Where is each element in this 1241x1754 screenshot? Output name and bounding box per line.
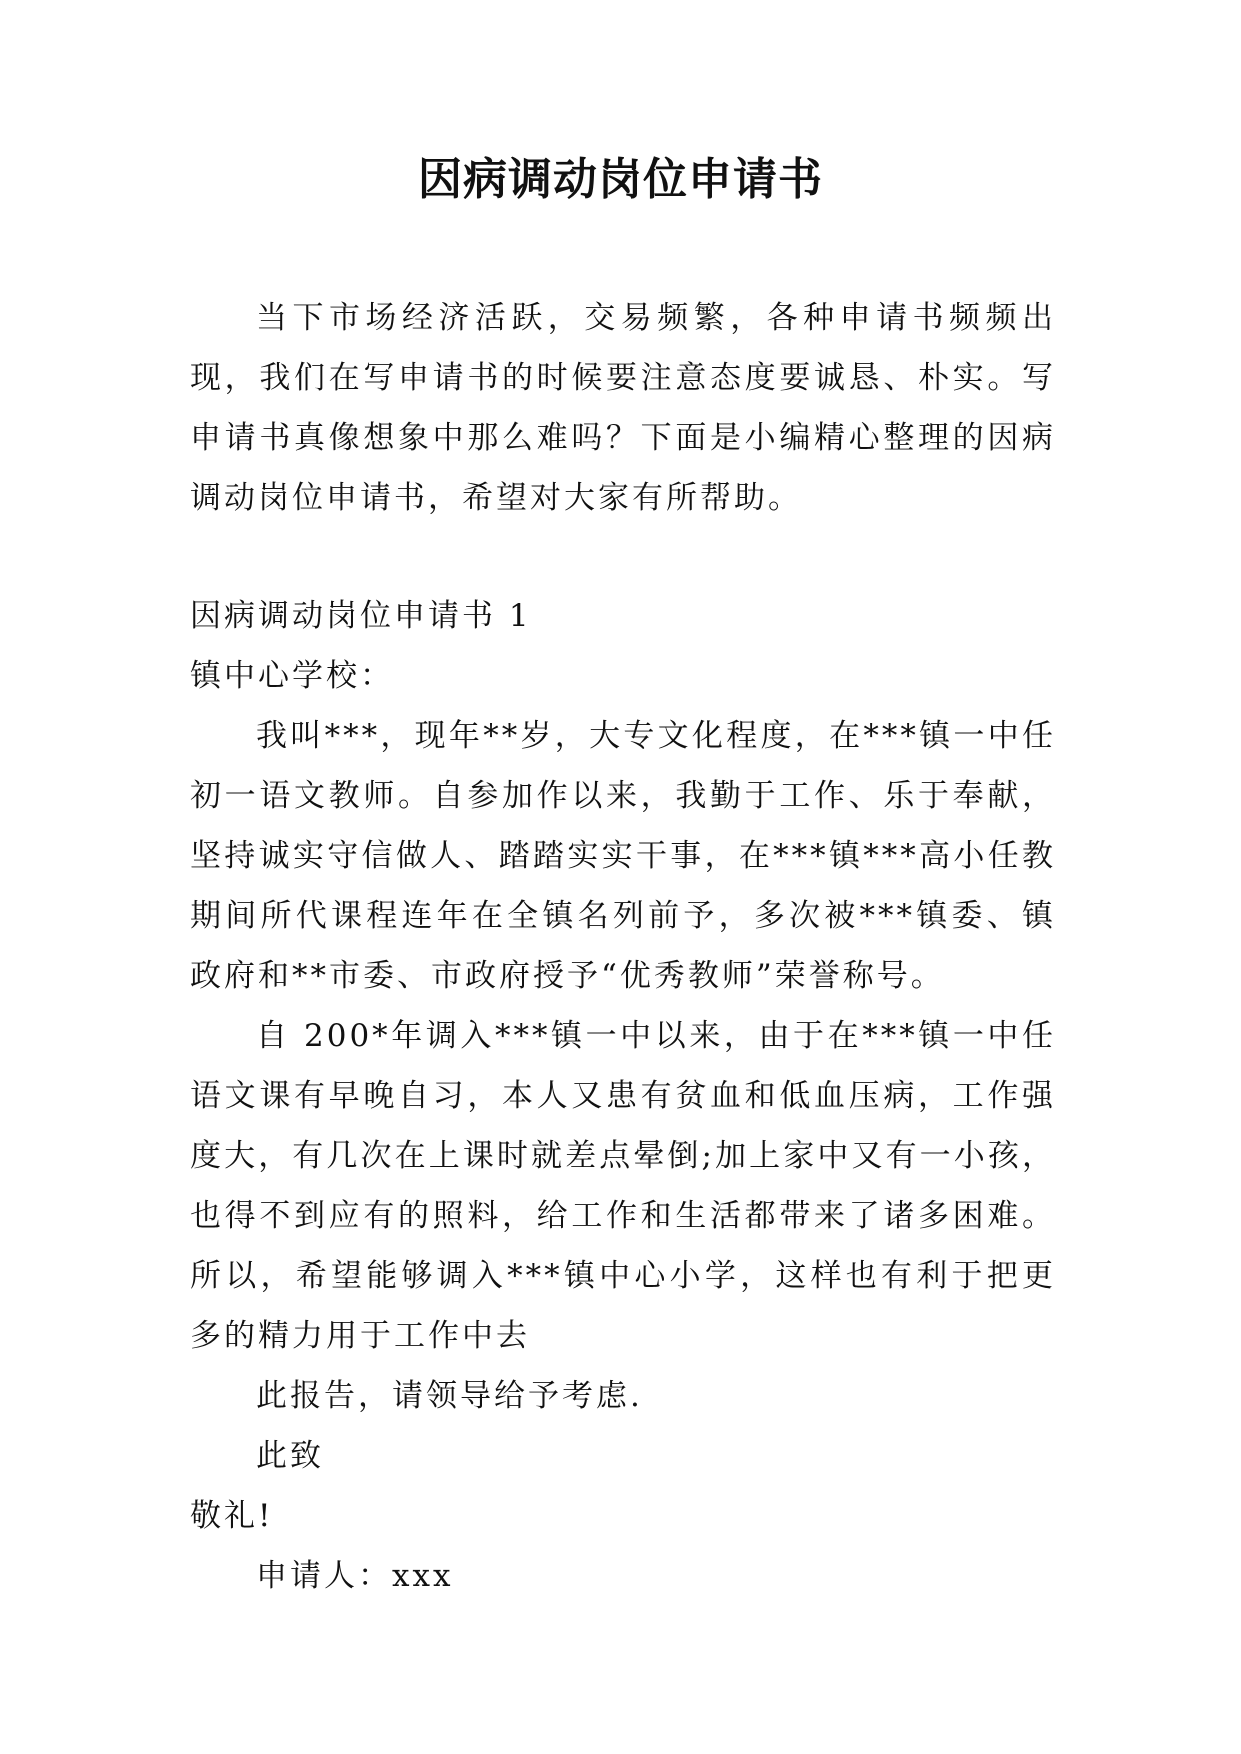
salutation: 镇中心学校： bbox=[190, 658, 394, 694]
letter-paragraph-1: 我叫***，现年**岁，大专文化程度，在***镇一中任初一语文教师。自参加作以来，我勤于工作、乐于奉献，坚持诚实守信做人、踏踏实实干事，在***镇***高小任教期间所代课程连年在全镇名列前予，多次被***镇委、镇政府和**市委、市政府授予“优秀教师”荣誉称号。 bbox=[190, 718, 1056, 994]
closing-line-1: 此致 bbox=[256, 1438, 324, 1474]
intro-paragraph: 当下市场经济活跃，交易频繁，各种申请书频频出现，我们在写申请书的时候要注意态度要诚恳、朴实。写申请书真像想象中那么难吗？下面是小编精心整理的因病调动岗位申请书，希望对大家有所帮助。 bbox=[190, 300, 1056, 516]
document-body bbox=[190, 288, 1056, 1606]
section-heading: 因病调动岗位申请书 1 bbox=[190, 598, 532, 634]
letter-paragraph-2: 自 200*年调入***镇一中以来，由于在***镇一中任语文课有早晚自习，本人又患有贫血和低血压病，工作强度大，有几次在上课时就差点晕倒;加上家中又有一小孩，也得不到应有的照料，给工作和生活都带来了诸多困难。所以，希望能够调入***镇中心小学，这样也有利于把更多的精力用于工作中去 bbox=[190, 1018, 1056, 1354]
document-title: 因病调动岗位申请书 bbox=[418, 154, 823, 205]
request-line: 此报告，请领导给予考虑. bbox=[256, 1378, 643, 1414]
closing-line-2: 敬礼! bbox=[190, 1498, 274, 1534]
section-spacer bbox=[190, 528, 1056, 586]
signature-line: 申请人：xxx bbox=[256, 1558, 454, 1594]
